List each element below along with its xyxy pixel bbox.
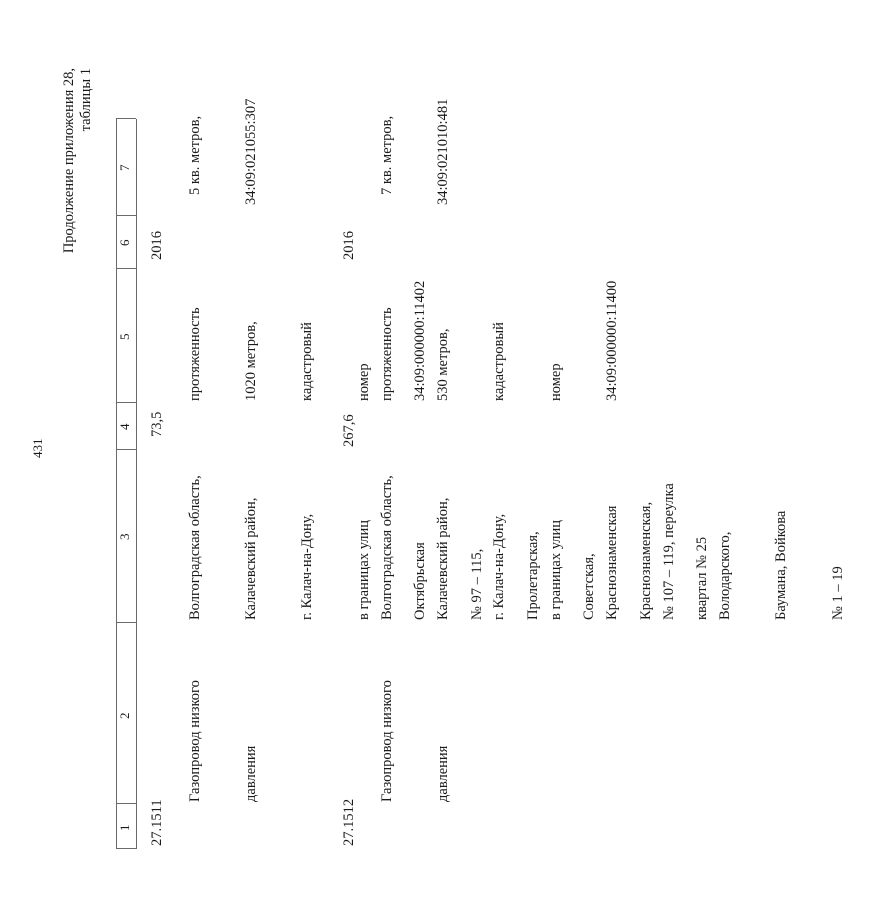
year-cell: 2016: [149, 231, 165, 260]
object-name-cell: [148, 680, 298, 802]
column-divider: [116, 622, 136, 623]
column-header-1: 1: [117, 824, 132, 831]
cell-line: № 107 – 119, переулка: [660, 483, 677, 620]
object-name-cell: [340, 680, 490, 802]
column-header-4: 4: [117, 423, 132, 430]
cell-line: Володарского,: [716, 531, 733, 620]
cell-line: в границах улиц: [355, 519, 372, 620]
value-cell: 267,6: [341, 414, 357, 447]
cell-line: протяженность: [378, 307, 395, 401]
column-divider: [116, 402, 136, 403]
column-header-3: 3: [117, 533, 132, 540]
cell-line: номер: [547, 363, 564, 401]
cell-line: кадастровый: [491, 322, 508, 401]
cell-line: № 1 – 19: [829, 566, 846, 620]
annex-caption: [61, 68, 95, 253]
cell-line: 34:09:000000:11400: [604, 280, 621, 401]
cell-line: Баумана, Войкова: [773, 510, 790, 620]
column-divider: [116, 118, 136, 119]
cell-line: Краснознаменская: [604, 505, 621, 620]
cell-line: 5 кв. метров,: [186, 115, 203, 195]
cell-line: квартал № 25: [694, 536, 711, 620]
cell-line: номер: [355, 363, 372, 401]
value-cell: 73,5: [149, 411, 165, 437]
column-header-2: 2: [117, 712, 132, 719]
cell-line: 7 кв. метров,: [378, 115, 395, 195]
cell-line: протяженность: [186, 307, 203, 401]
column-header-7: 7: [117, 164, 132, 171]
row-number-cell: 27.1511: [149, 799, 165, 846]
cell-line: Краснознаменская,: [637, 501, 654, 620]
cell-line: Волгоградская область,: [378, 475, 395, 620]
year-cell: 2016: [341, 231, 357, 260]
cell-line: 34:09:021010:481: [434, 98, 451, 205]
table-border-top: [116, 119, 117, 849]
column-header-5: 5: [117, 333, 132, 340]
cell-line: Калачевский район,: [434, 497, 451, 620]
cell-line: 34:09:000000:11402: [412, 280, 429, 401]
cell-line: в границах улиц: [547, 519, 564, 620]
cell-line: г. Калач-на-Дону,: [491, 513, 508, 620]
cell-line: Пролетарская,: [524, 531, 541, 620]
cell-line: Калачевский район,: [242, 497, 259, 620]
annex-line-2: таблицы 1: [78, 68, 94, 132]
annex-line-1: Продолжение приложения 28,: [61, 68, 77, 254]
cell-line: давления: [434, 745, 451, 802]
land-plot-cell: [340, 99, 490, 205]
cell-line: Советская,: [581, 553, 598, 620]
cell-line: 1020 метров,: [242, 321, 259, 401]
land-plot-cell: [148, 99, 298, 205]
cell-line: Волгоградская область,: [186, 475, 203, 620]
address-cell: [340, 475, 885, 620]
cell-line: кадастровый: [299, 322, 316, 401]
column-header-6: 6: [117, 239, 132, 246]
cell-line: г. Калач-на-Дону,: [299, 513, 316, 620]
column-divider: [116, 803, 136, 804]
column-divider: [116, 449, 136, 450]
cell-line: 530 метров,: [434, 328, 451, 401]
column-divider: [116, 268, 136, 269]
cell-line: 34:09:021055:307: [242, 98, 259, 205]
column-divider: [116, 848, 136, 849]
row-number-cell: 27.1512: [341, 798, 357, 846]
characteristics-cell: [340, 281, 660, 401]
cell-line: Газопровод низкого: [186, 680, 203, 802]
table-header-bottom: [136, 119, 137, 849]
cell-line: давления: [242, 745, 259, 802]
cell-line: Газопровод низкого: [378, 680, 395, 802]
cell-line: № 97 – 115,: [468, 548, 485, 620]
column-divider: [116, 215, 136, 216]
page-number: 431: [30, 438, 45, 458]
cell-line: Октябрьская: [412, 542, 429, 620]
